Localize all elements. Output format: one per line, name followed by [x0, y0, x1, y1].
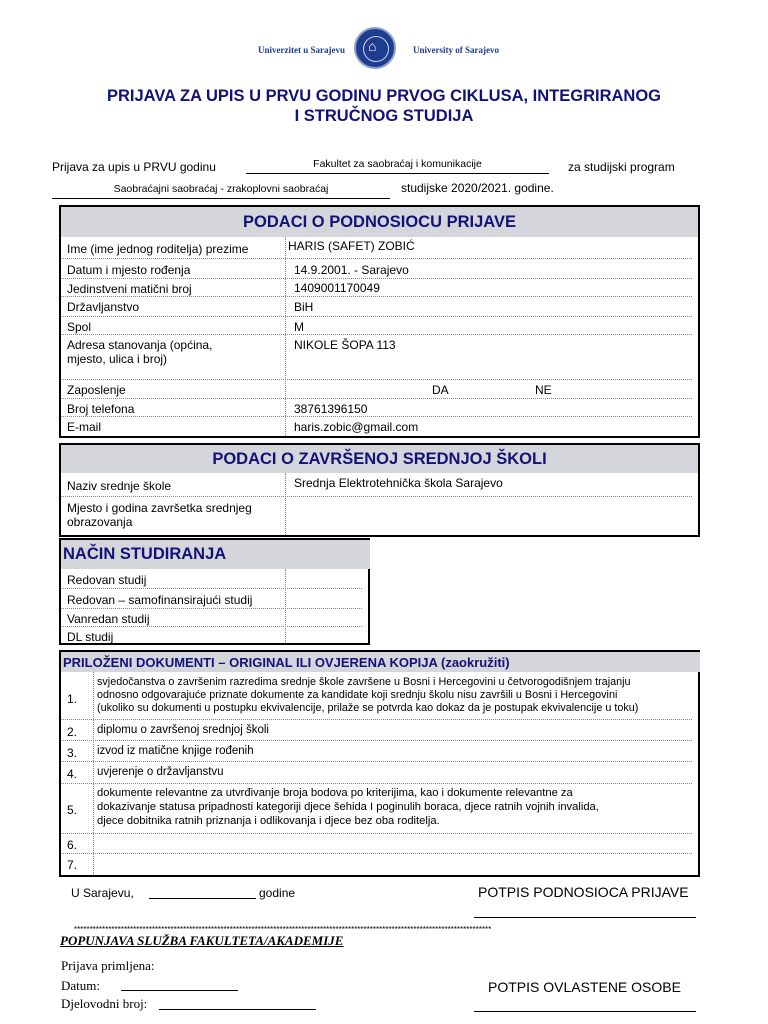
address-value[interactable]: NIKOLE ŠOPA 113 [294, 338, 396, 352]
document-5-number: 5. [67, 803, 78, 817]
applicant-signature-line[interactable] [474, 917, 696, 918]
university-seal-icon: ⌂ [354, 27, 396, 69]
document-5-line3[interactable]: djece dobitnika ratnih priznanja i odlikovanja i djece bez oba roditelja. [97, 815, 440, 827]
document-1-line2[interactable]: odnosno odgovarajuće priznate dokumente za kandidate koji srednju školu nisu završili u Bosni i Hercegovini [97, 689, 618, 701]
full-name-label: Ime (ime jednog roditelja) prezime [67, 242, 249, 256]
applicant-section-heading: PODACI O PODNOSIOCU PRIJAVE [61, 207, 698, 237]
employment-label: Zaposlenje [67, 383, 126, 397]
applicant-signature-label: POTPIS PODNOSIOCA PRIJAVE [478, 884, 689, 900]
document-3-text[interactable]: izvod iz matične knjige rođenih [97, 745, 254, 757]
documents-heading: PRILOŽENI DOKUMENTI – ORIGINAL ILI OVJERENA KOPIJA (zaokružiti) [61, 652, 700, 672]
sex-label: Spol [67, 320, 92, 334]
office-date-field[interactable] [121, 990, 238, 991]
document-6-number: 6. [67, 838, 78, 852]
school-section-heading: PODACI O ZAVRŠENOJ SREDNJOJ ŠKOLI [61, 445, 698, 473]
study-mode-option-part-time[interactable]: Vanredan studij [67, 612, 150, 626]
university-name-bs: Univerzitet u Sarajevu [258, 45, 345, 55]
official-signature-line[interactable] [474, 1011, 696, 1012]
document-5-line1[interactable]: dokumente relevantne za utvrđivanje broja bodova po kriterijima, kao i dokumente relevantne za [97, 787, 573, 799]
university-name-en: University of Sarajevo [413, 45, 499, 55]
document-3-number: 3. [67, 746, 78, 760]
citizenship-value[interactable]: BiH [294, 300, 314, 314]
study-mode-option-regular[interactable]: Redovan studij [67, 573, 147, 587]
intro-lead: Prijava za upis u PRVU godinu [52, 160, 216, 174]
form-title-line2: I STRUČNOG STUDIJA [294, 107, 474, 125]
document-2-text[interactable]: diplomu o završenoj srednjoj školi [97, 724, 269, 736]
office-heading: POPUNJAVA SLUŽBA FAKULTETA/AKADEMIJE [60, 933, 344, 948]
employment-yes-option[interactable]: DA [432, 383, 449, 397]
document-1-number: 1. [67, 692, 78, 706]
school-place-label-line2: obrazovanja [67, 515, 133, 529]
school-place-label-line1: Mjesto i godina završetka srednjeg [67, 501, 252, 515]
address-label-line2: mjesto, ulica i broj) [67, 352, 168, 366]
document-4-text[interactable]: uvjerenje o državljanstvu [97, 766, 224, 778]
citizenship-label: Državljanstvo [67, 300, 140, 314]
registry-number-field[interactable] [159, 1009, 316, 1010]
employment-no-option[interactable]: NE [535, 383, 552, 397]
full-name-value[interactable]: HARIS (SAFET) ZOBIĆ [288, 239, 415, 253]
document-1-line3[interactable]: (ukoliko su dokumenti u postupku ekvivalencije, prilaže se potvrda kao dokaz da je postupak ekvivalencije u toku) [97, 702, 639, 714]
birth-label: Datum i mjesto rođenja [67, 263, 191, 277]
email-label: E-mail [67, 420, 102, 434]
document-5-line2[interactable]: dokazivanje statusa pripadnosti kategoriji djece šehida I poginulih boraca, djece ratnih vojnih invalida, [97, 801, 599, 813]
document-1-line1[interactable]: svjedočanstva o završenim razredima srednje škole završene u Bosni i Hercegovini u četvorogodišnjem trajanju [97, 676, 631, 688]
jmbg-value[interactable]: 1409001170049 [294, 281, 380, 295]
place-label: U Sarajevu, [71, 886, 134, 900]
jmbg-label: Jedinstveni matični broj [67, 282, 192, 296]
program-field[interactable]: Saobraćajni saobraćaj - zrakoplovni saobraćaj [113, 183, 329, 195]
form-title-line1: PRIJAVA ZA UPIS U PRVU GODINU PRVOG CIKLUSA, INTEGRIRANOG [106, 87, 662, 105]
date-godine-label: godine [259, 886, 296, 900]
faculty-field[interactable]: Fakultet za saobraćaj i komunikacije [313, 158, 482, 170]
study-mode-option-dl[interactable]: DL studij [67, 630, 114, 644]
official-signature-label: POTPIS OVLASTENE OSOBE [488, 979, 681, 995]
for-program-label: za studijski program [568, 160, 675, 174]
document-2-number: 2. [67, 725, 78, 739]
separator-stars: ************************************************************************************************************************************** [74, 925, 492, 934]
office-date-label: Datum: [61, 978, 100, 993]
phone-label: Broj telefona [67, 402, 135, 416]
school-name-value[interactable]: Srednja Elektrotehnička škola Sarajevo [294, 476, 503, 490]
address-label-line1: Adresa stanovanja (općina, [67, 338, 213, 352]
academic-year-label: studijske 2020/2021. godine. [401, 181, 554, 195]
study-mode-option-self-financed[interactable]: Redovan – samofinansirajući studij [67, 593, 253, 607]
received-label: Prijava primljena: [61, 958, 155, 973]
study-mode-heading: NAČIN STUDIRANJA [61, 540, 370, 569]
birth-value[interactable]: 14.9.2001. - Sarajevo [294, 263, 409, 277]
document-4-number: 4. [67, 767, 78, 781]
email-value[interactable]: haris.zobic@gmail.com [294, 420, 419, 434]
school-name-label: Naziv srednje škole [67, 479, 172, 493]
document-7-number: 7. [67, 858, 78, 872]
sex-value[interactable]: M [294, 320, 304, 334]
registry-number-label: Djelovodni broj: [61, 996, 148, 1011]
phone-value[interactable]: 38761396150 [294, 402, 368, 416]
